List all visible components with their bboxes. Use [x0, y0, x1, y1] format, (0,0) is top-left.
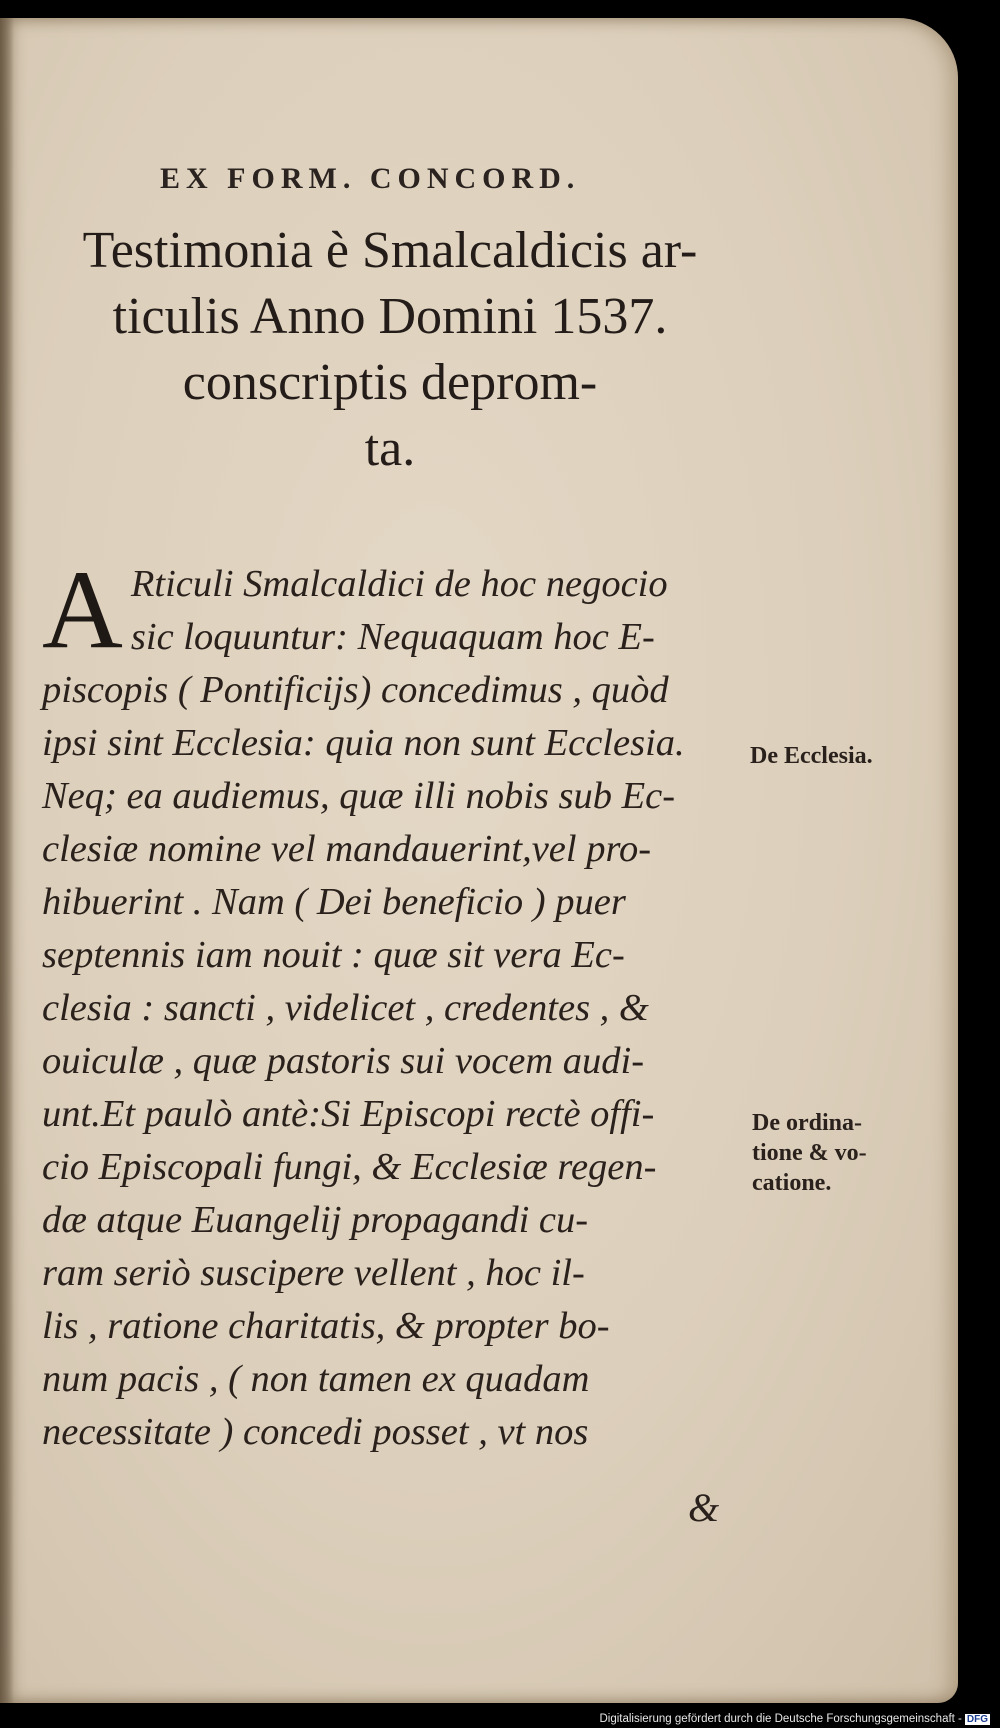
body-line: Neq; ea audiemus, quæ illi nobis sub Ec-	[42, 775, 676, 817]
body-line: hibuerint . Nam ( Dei beneficio ) puer	[42, 881, 626, 923]
body-line: Rticuli Smalcaldici de hoc negocio	[130, 563, 668, 605]
margin-note-line: catione.	[752, 1170, 832, 1196]
body-line: clesia : sancti , videlicet , credentes , &	[42, 987, 649, 1029]
margin-note-line: De ordina-	[752, 1110, 862, 1136]
body-line: unt.Et paulò antè:Si Episcopi rectè offi-	[42, 1093, 655, 1135]
body-line: piscopis ( Pontificijs) concedimus , quòd	[42, 669, 669, 711]
digitization-footer	[599, 1713, 990, 1725]
footer-text: Digitalisierung gefördert durch die Deutsche Forschungsgemeinschaft -	[599, 1713, 962, 1725]
title-line: ticulis Anno Domini 1537.	[112, 288, 668, 345]
book-page	[0, 18, 958, 1703]
margin-note-line: tione & vo-	[752, 1140, 867, 1166]
drop-cap: A	[42, 548, 123, 672]
body-line: cio Episcopali fungi, & Ecclesiæ regen-	[42, 1146, 657, 1188]
running-head: EX FORM. CONCORD.	[160, 162, 581, 195]
title-line: ta.	[364, 420, 416, 477]
body-line: necessitate ) concedi posset , vt nos	[42, 1411, 589, 1453]
body-line: num pacis , ( non tamen ex quadam	[42, 1358, 590, 1400]
body-line: dæ atque Euangelij propagandi cu-	[42, 1199, 589, 1241]
body-line: ipsi sint Ecclesia: quia non sunt Ecclesia.	[42, 722, 685, 764]
body-line: ram seriò suscipere vellent , hoc il-	[42, 1252, 585, 1294]
body-line: ouiculæ , quæ pastoris sui vocem audi-	[42, 1040, 645, 1082]
body-line: clesiæ nomine vel mandauerint,vel pro-	[42, 828, 652, 870]
margin-note-ecclesia	[750, 741, 873, 771]
body-line: sic loquuntur: Nequaquam hoc E-	[130, 616, 655, 658]
body-line: septennis iam nouit : quæ sit vera Ec-	[42, 934, 625, 976]
title-line: Testimonia è Smalcaldicis ar-	[82, 222, 698, 279]
margin-note-line: De Ecclesia.	[750, 743, 873, 769]
margin-note-ordinatione	[752, 1108, 867, 1198]
body-line: lis , ratione charitatis, & propter bo-	[42, 1305, 610, 1347]
title-line: conscriptis deprom-	[182, 354, 598, 411]
catchword: &	[688, 1485, 720, 1530]
dfg-logo-icon: DFG	[966, 1714, 988, 1725]
section-title	[30, 218, 750, 482]
body-text	[42, 548, 742, 1459]
